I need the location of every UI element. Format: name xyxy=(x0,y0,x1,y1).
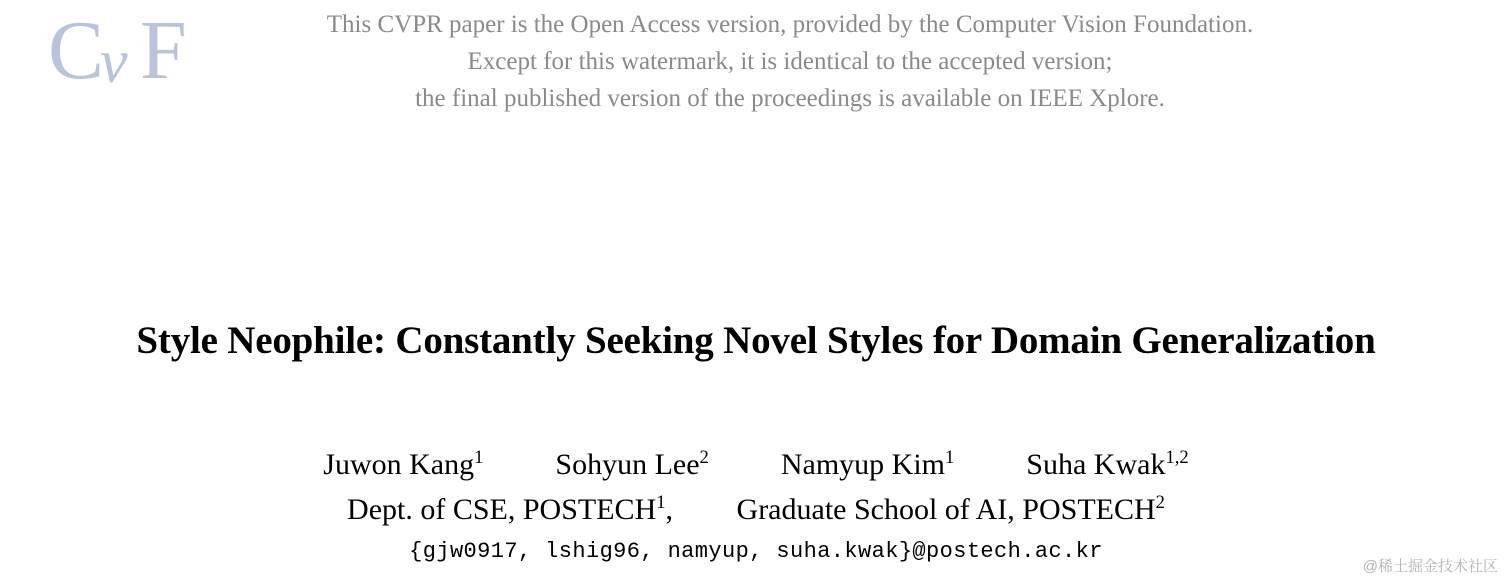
watermark-notice xyxy=(200,6,1380,117)
affiliation-separator: , xyxy=(665,493,674,526)
page-title: Style Neophile: Constantly Seeking Novel Styles for Domain Generalization xyxy=(136,319,1376,362)
author-entry xyxy=(745,443,990,487)
email-domain: @postech.ac.kr xyxy=(912,539,1103,564)
author-affiliation-marker: 1,2 xyxy=(1165,447,1189,468)
watermark-line-2: Except for this watermark, it is identical to the accepted version; xyxy=(467,48,1113,75)
affiliation-name: Dept. of CSE, POSTECH xyxy=(347,493,657,526)
author-affiliation-marker: 2 xyxy=(699,447,709,468)
author-name: Namyup Kim xyxy=(780,448,945,481)
affiliation-row xyxy=(0,487,1512,533)
author-emails xyxy=(0,536,1512,564)
email-handles: {gjw0917, lshig96, namyup, suha.kwak} xyxy=(409,539,913,564)
affiliation-entry xyxy=(709,487,1193,533)
community-watermark: @稀土掘金技术社区 xyxy=(1362,558,1498,575)
author-names-row xyxy=(0,443,1512,487)
author-entry xyxy=(287,443,519,487)
svg-text:F: F xyxy=(140,8,187,94)
author-name: Sohyun Lee xyxy=(555,448,700,481)
author-entry xyxy=(990,443,1224,487)
affiliation-marker: 1 xyxy=(656,492,666,513)
svg-text:v: v xyxy=(100,28,128,94)
affiliation-name: Graduate School of AI, POSTECH xyxy=(736,493,1156,526)
author-affiliation-marker: 1 xyxy=(474,447,484,468)
cvf-logo-icon xyxy=(48,8,198,94)
affiliation-entry xyxy=(319,487,701,533)
author-name: Suha Kwak xyxy=(1026,448,1166,481)
author-name: Juwon Kang xyxy=(323,448,475,481)
author-affiliation-marker: 1 xyxy=(945,447,955,468)
author-entry xyxy=(519,443,744,487)
watermark-line-1: This CVPR paper is the Open Access version, provided by the Computer Vision Foundation. xyxy=(326,11,1254,38)
watermark-line-3: the final published version of the proceedings is available on IEEE Xplore. xyxy=(415,85,1165,112)
author-block xyxy=(0,443,1512,533)
svg-text:C: C xyxy=(48,8,105,94)
affiliation-marker: 2 xyxy=(1155,492,1165,513)
cvf-watermark-header xyxy=(0,0,1512,120)
